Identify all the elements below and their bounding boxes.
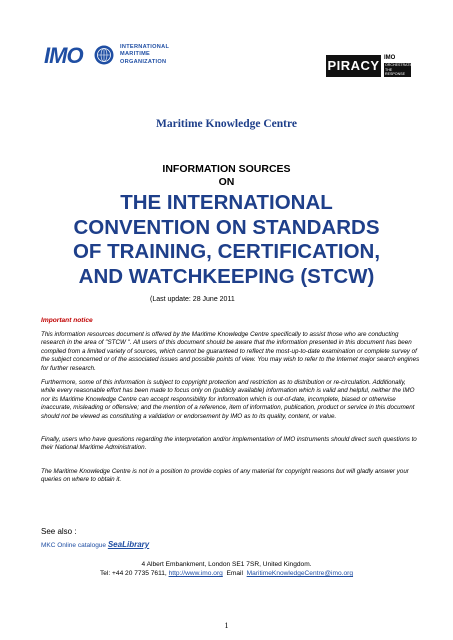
- catalogue-prefix: MKC Online catalogue: [41, 542, 108, 549]
- sealibrary-link[interactable]: SeaLibrary: [107, 540, 150, 549]
- important-notice-heading: Important notice: [41, 317, 93, 324]
- website-link[interactable]: http://www.imo.org: [168, 570, 223, 577]
- see-also-label: See also :: [41, 527, 77, 536]
- piracy-logo-imo: IMO: [384, 55, 396, 61]
- piracy-logo: [326, 55, 416, 77]
- footer-address: [0, 560, 453, 578]
- info-sources-heading: INFORMATION SOURCES ON: [162, 163, 291, 188]
- piracy-logo-text: PIRACY: [326, 55, 381, 77]
- imo-logo-letters: IMO: [44, 43, 83, 68]
- telephone: Tel: +44 20 7735 7611,: [99, 570, 169, 577]
- notice-paragraph: The Maritime Knowledge Centre is not in a position to provide copies of any material for copyright reasons but will gladly answer your queries on where to obtain it.: [41, 468, 409, 484]
- notice-paragraph: Furthermore, some of this information is subject to copyright protection and restriction as to distribution or re-circulation. Additionally, while every reasonable effort has been made to focus only on (publicly available) information which is valid and helpful, neither the IMO nor its Maritime Knowledge Centre can accept responsibility for information which is out-of-date, incomplete, biased or otherwise inaccurate, misleading or offensive; and the mention of a reference, item of information, publication, product or service in this document should not be viewed as constituting a validation or endorsement by IMO as to its quality, content, or value.: [41, 379, 415, 420]
- address-line: 4 Albert Embankment, London SE1 7SR, United Kingdom.: [141, 561, 312, 568]
- document-title: THE INTERNATIONAL CONVENTION ON STANDARDS OF TRAINING, CERTIFICATION, AND WATCHKEEPING (STCW): [72, 191, 381, 288]
- email-label: Email: [222, 570, 247, 577]
- centre-heading: Maritime Knowledge Centre: [156, 118, 297, 130]
- notice-paragraph: This information resources document is offered by the Maritime Knowledge Centre specifically to assist those who are conducting research in the area of "STCW ". All users of this document should be aware that the information presented in this document has been compiled from a limited variety of sources, which cannot be guaranteed to reflect the most-up-to-date examination or complete survey of the subject concerned or of the associated issues and possible points of view. You may wish to refer to the Internet major search engines for further research.: [41, 331, 420, 372]
- imo-organization-name: INTERNATIONAL MARITIME ORGANIZATION: [120, 44, 170, 65]
- imo-logo: [44, 44, 204, 68]
- un-emblem-icon: [94, 45, 114, 65]
- contact-line: [0, 569, 453, 578]
- catalogue-line: [41, 540, 149, 549]
- piracy-logo-tagline: ORCHESTRATING THE RESPONSE: [385, 63, 416, 77]
- notice-paragraph: Finally, users who have questions regarding the interpretation and/or implementation of IMO instruments should direct such questions to their National Maritime Administration.: [41, 436, 417, 452]
- last-update: (Last update: 28 June 2011: [150, 296, 235, 303]
- email-link[interactable]: MaritimeKnowledgeCentre@imo.org: [246, 570, 354, 577]
- page-number: 1: [224, 621, 229, 630]
